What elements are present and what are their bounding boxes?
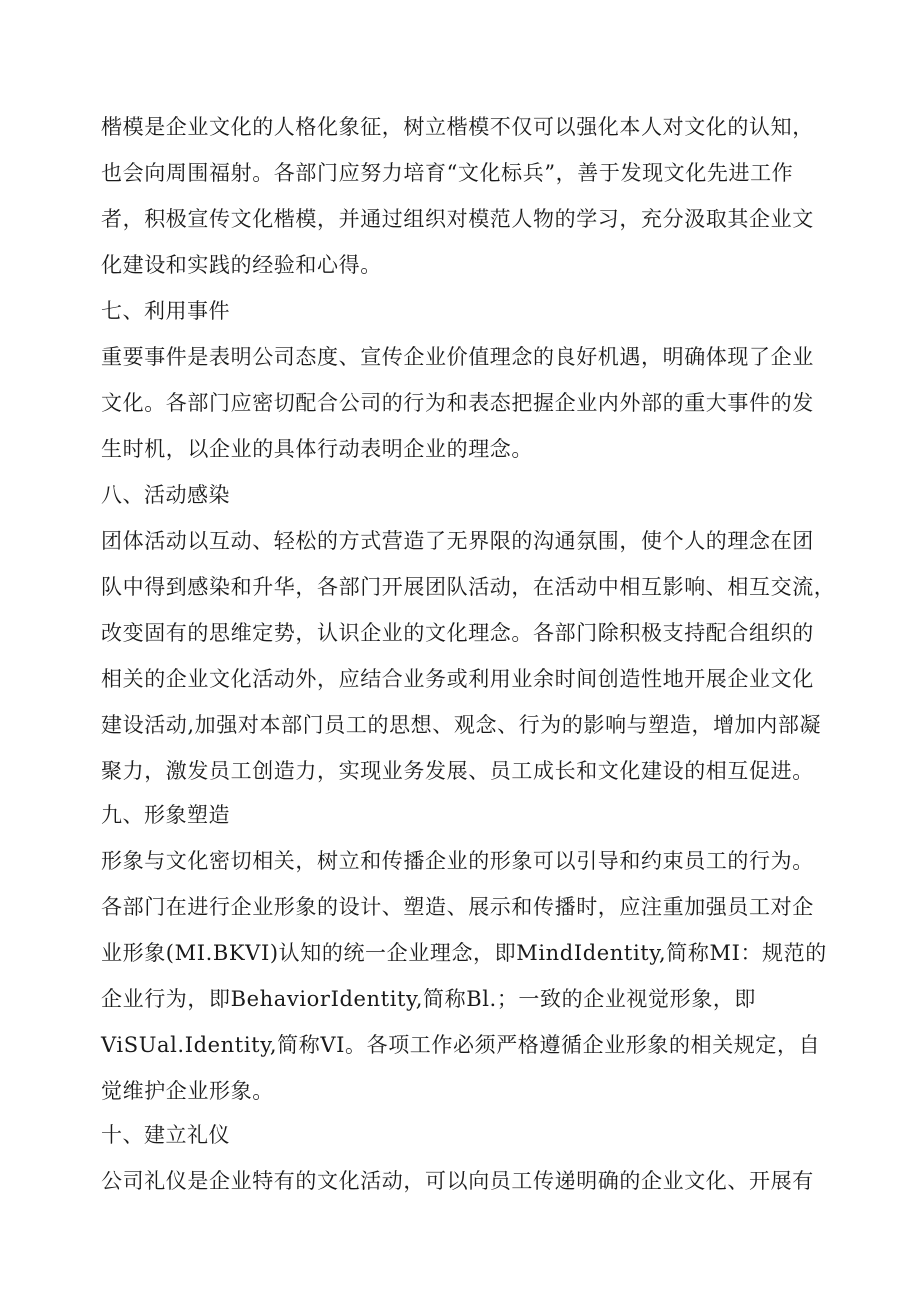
paragraph-line: 也会向周围福射。各部门应努力培育“文化标兵”，善于发现文化先进工作 — [101, 161, 794, 185]
section-heading-9: 九、形象塑造 — [101, 803, 230, 827]
section-heading-10: 十、建立礼仪 — [101, 1123, 230, 1147]
paragraph-line: 相关的企业文化活动外，应结合业务或利用业余时间创造性地开展企业文化 — [101, 667, 814, 691]
paragraph-line: 觉维护企业形象。 — [101, 1079, 274, 1103]
paragraph-line: 形象与文化密切相关，树立和传播企业的形象可以引导和约束员工的行为。 — [101, 849, 814, 873]
paragraph-line: 改变固有的思维定势，认识企业的文化理念。各部门除积极支持配合组织的 — [101, 621, 814, 645]
paragraph-line: 化建设和实践的经验和心得。 — [101, 253, 382, 277]
paragraph-line: 楷模是企业文化的人格化象征，树立楷模不仅可以强化本人对文化的认知， — [101, 115, 814, 139]
paragraph-line: 公司礼仪是企业特有的文化活动，可以向员工传递明确的企业文化、开展有 — [101, 1169, 814, 1193]
paragraph-line: 聚力，激发员工创造力，实现业务发展、员工成长和文化建设的相互促进。 — [101, 759, 814, 783]
paragraph-line: 队中得到感染和升华，各部门开展团队活动，在活动中相互影响、相互交流， — [101, 575, 836, 599]
paragraph-line: 重要事件是表明公司态度、宣传企业价值理念的良好机遇，明确体现了企业 — [101, 345, 814, 369]
paragraph-line: 各部门在进行企业形象的设计、塑造、展示和传播时，应注重加强员工对企 — [101, 895, 814, 919]
section-heading-8: 八、活动感染 — [101, 483, 230, 507]
paragraph-line: ViSUal.Identity,简称VI。各项工作必须严格遵循企业形象的相关规定，自 — [101, 1033, 821, 1057]
paragraph-line: 文化。各部门应密切配合公司的行为和表态把握企业内外部的重大事件的发 — [101, 391, 814, 415]
paragraph-line: 建设活动,加强对本部门员工的思想、观念、行为的影响与塑造，增加内部凝 — [101, 713, 822, 737]
paragraph-line: 企业行为，即BehaviorIdentity,简称Bl.；一致的企业视觉形象，即 — [101, 987, 757, 1011]
section-heading-7: 七、利用事件 — [101, 299, 230, 323]
paragraph-line: 生时机，以企业的具体行动表明企业的理念。 — [101, 437, 533, 461]
paragraph-line: 者，积极宣传文化楷模，并通过组织对模范人物的学习，充分汲取其企业文 — [101, 207, 814, 231]
paragraph-line: 团体活动以互动、轻松的方式营造了无界限的沟通氛围，使个人的理念在团 — [101, 529, 814, 553]
paragraph-line: 业形象(MI.BKVI)认知的统一企业理念，即MindIdentity,简称MI：规范的 — [101, 941, 827, 965]
